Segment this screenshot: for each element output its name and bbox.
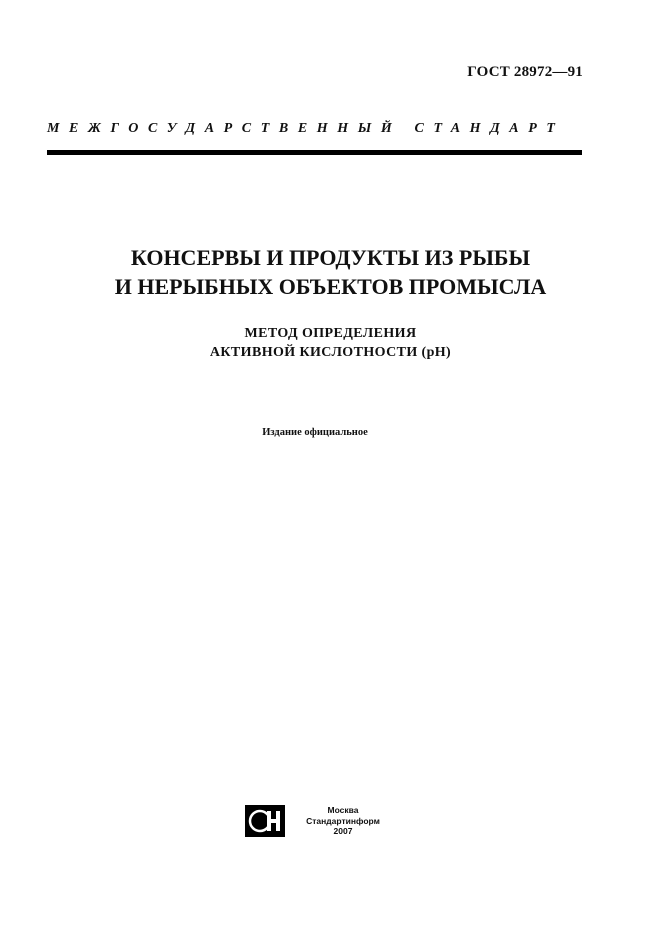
standartinform-logo-icon — [245, 805, 285, 837]
standard-type: МЕЖГОСУДАРСТВЕННЫЙ СТАНДАРТ — [47, 121, 565, 136]
header-rule — [47, 150, 582, 155]
edition-note: Издание официальное — [262, 427, 368, 438]
title-line-1: КОНСЕРВЫ И ПРОДУКТЫ ИЗ РЫБЫ — [130, 245, 531, 270]
document-subtitle — [0, 324, 661, 362]
subtitle-line-1: МЕТОД ОПРЕДЕЛЕНИЯ — [244, 326, 417, 341]
document-title — [0, 243, 661, 301]
publisher-block — [245, 805, 405, 841]
title-line-2: И НЕРЫБНЫХ ОБЪЕКТОВ ПРОМЫСЛА — [114, 274, 547, 299]
publisher-year: 2007 — [333, 826, 353, 836]
subtitle-line-2: АКТИВНОЙ КИСЛОТНОСТИ (pH) — [209, 345, 452, 360]
publisher-city: Москва — [327, 805, 359, 815]
publisher-name: Стандартинформ — [306, 815, 380, 826]
publisher-text — [293, 805, 393, 837]
doc-number: ГОСТ 28972—91 — [467, 64, 583, 80]
